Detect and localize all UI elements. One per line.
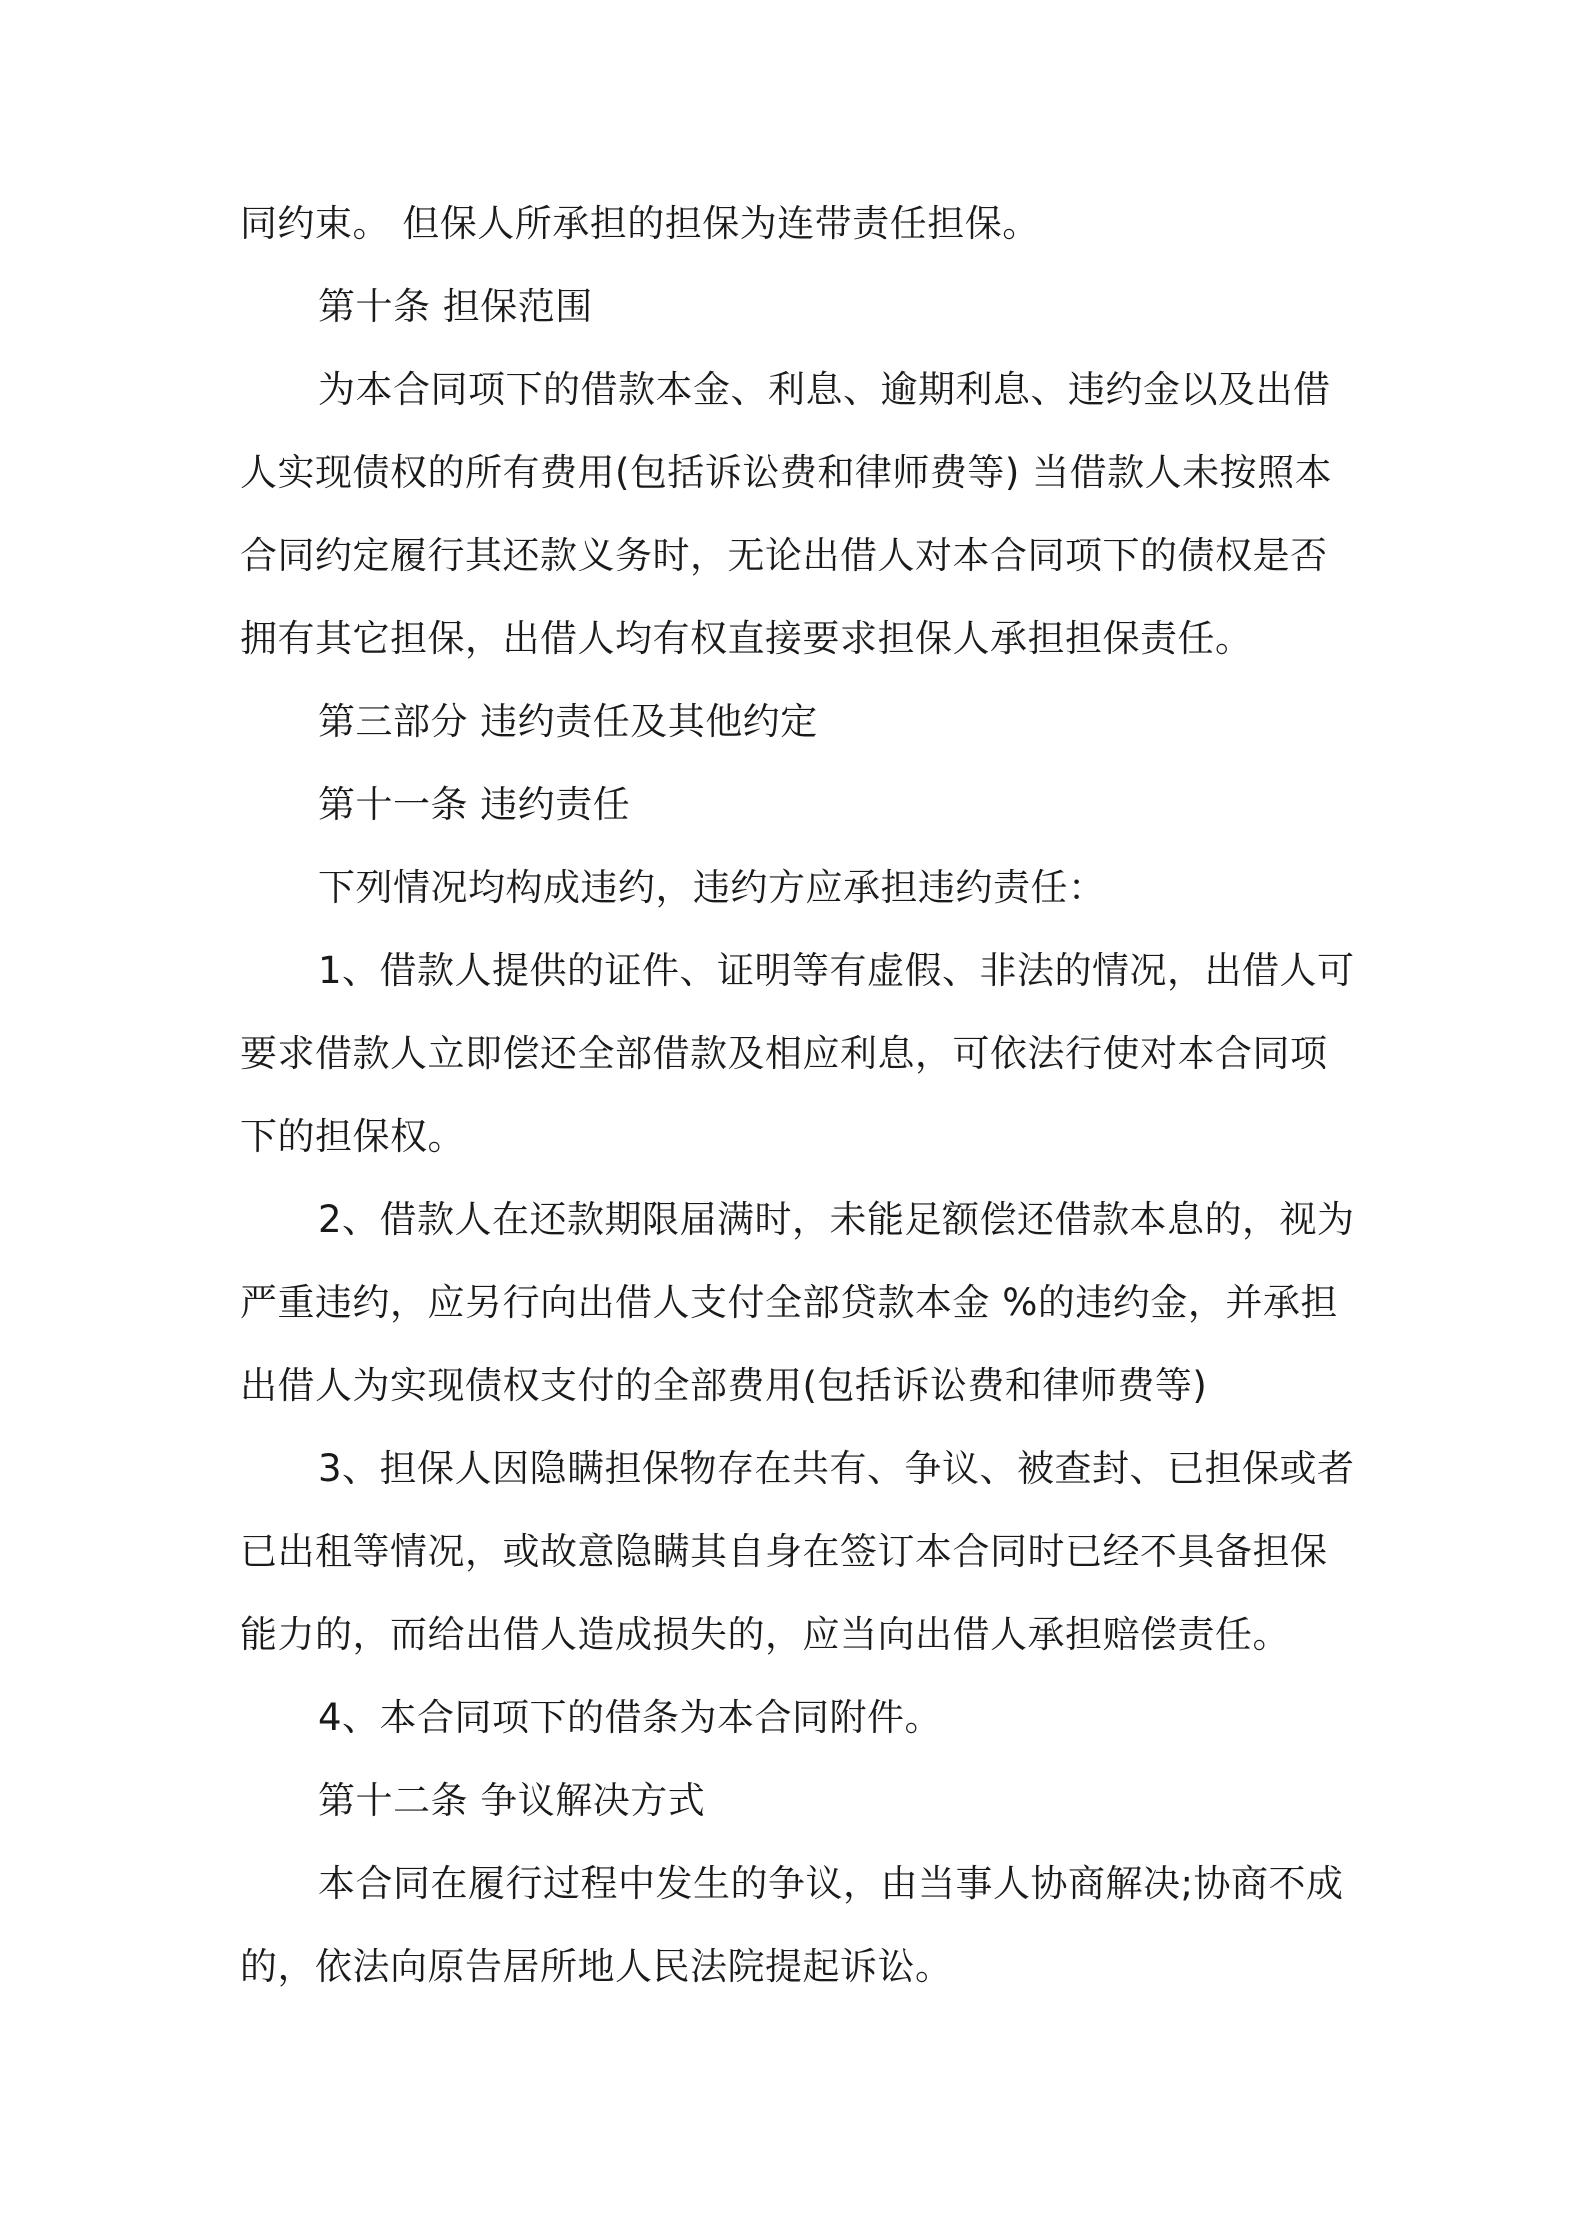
article-10-heading (240, 265, 1352, 348)
heading-line: 第十条 担保范围 (318, 285, 593, 328)
text-line: 合同约定履行其还款义务时，无论出借人对本合同项下的债权是否 (240, 534, 1328, 577)
text-line: 2、借款人在还款期限届满时，未能足额偿还借款本息的，视为 (318, 1198, 1355, 1241)
breach-item-4 (240, 1676, 1352, 1759)
article-12-body (240, 1842, 1352, 2008)
text-line: 3、担保人因隐瞒担保物存在共有、争议、被查封、已担保或者 (318, 1447, 1355, 1490)
text-line: 要求借款人立即偿还全部借款及相应利息，可依法行使对本合同项 (240, 1032, 1328, 1075)
article-12-heading (240, 1759, 1352, 1842)
heading-line: 第十二条 争议解决方式 (318, 1779, 706, 1822)
heading-line: 第三部分 违约责任及其他约定 (318, 700, 818, 743)
text-line: 能力的，而给出借人造成损失的，应当向出借人承担赔偿责任。 (240, 1613, 1290, 1656)
breach-intro (240, 846, 1352, 929)
breach-item-2 (240, 1178, 1355, 1427)
document-body (240, 182, 1355, 2008)
text-line: 下列情况均构成违约，违约方应承担违约责任： (318, 866, 1106, 909)
article-11-heading (240, 763, 1352, 846)
text-line: 出借人为实现债权支付的全部费用(包括诉讼费和律师费等) (240, 1364, 1208, 1407)
paragraph-continuation (240, 182, 1352, 265)
breach-item-3 (240, 1427, 1355, 1676)
text-line: 下的担保权。 (240, 1115, 465, 1158)
text-line: 严重违约，应另行向出借人支付全部贷款本金 %的违约金，并承担 (240, 1281, 1338, 1324)
breach-item-1 (240, 929, 1355, 1178)
part-3-heading (240, 680, 1352, 763)
text-line: 人实现债权的所有费用(包括诉讼费和律师费等) 当借款人未按照本 (240, 451, 1333, 494)
text-line: 同约束。 但保人所承担的担保为连带责任担保。 (240, 202, 1040, 245)
text-line: 4、本合同项下的借条为本合同附件。 (318, 1696, 943, 1739)
text-line: 已出租等情况，或故意隐瞒其自身在签订本合同时已经不具备担保 (240, 1530, 1328, 1573)
text-line: 为本合同项下的借款本金、利息、逾期利息、违约金以及出借 (318, 368, 1331, 411)
article-10-body (240, 348, 1352, 680)
text-line: 的，依法向原告居所地人民法院提起诉讼。 (240, 1945, 953, 1988)
text-line: 1、借款人提供的证件、证明等有虚假、非法的情况，出借人可 (318, 949, 1355, 992)
text-line: 拥有其它担保，出借人均有权直接要求担保人承担担保责任。 (240, 617, 1253, 660)
heading-line: 第十一条 违约责任 (318, 783, 631, 826)
text-line: 本合同在履行过程中发生的争议，由当事人协商解决;协商不成 (318, 1862, 1344, 1905)
